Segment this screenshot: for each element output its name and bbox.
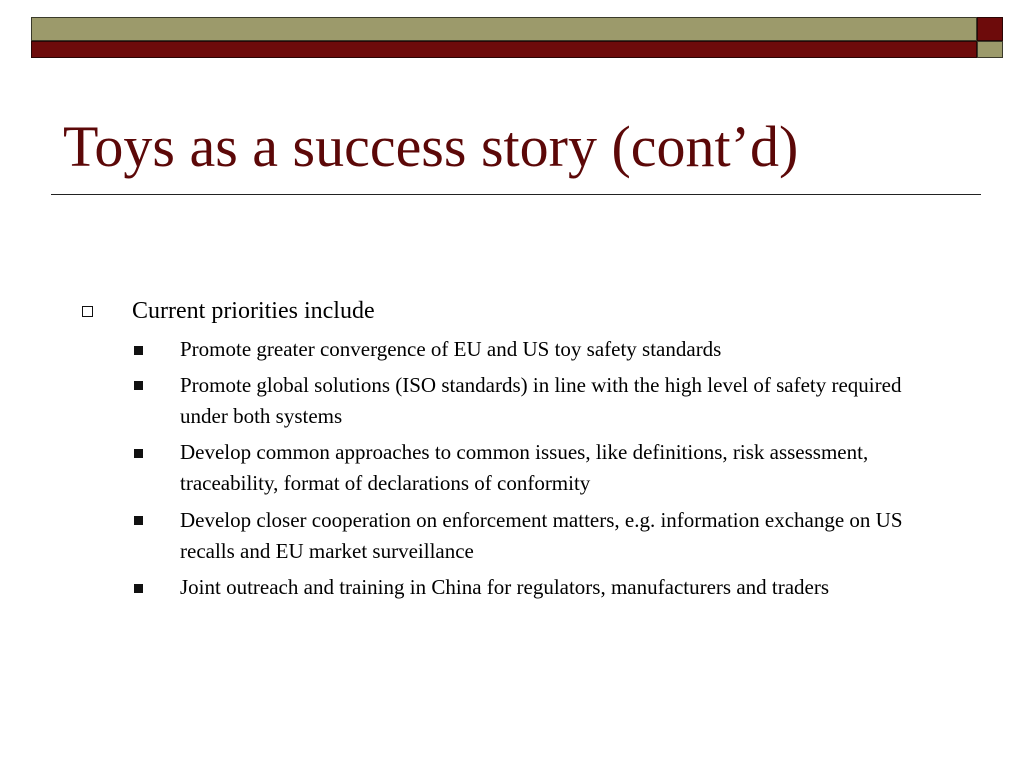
bullet-level2-item: Develop common approaches to common issues, like definitions, risk assessment, traceability, format of declarations of conformity [180,440,869,495]
bullet-level2-item: Joint outreach and training in China for regulators, manufacturers and traders [180,575,830,599]
header-square-olive [977,41,1003,58]
bullet-level2-item: Promote greater convergence of EU and US toy safety standards [180,337,722,361]
filled-square-bullet-icon [134,584,143,593]
header-bar-maroon [31,41,977,58]
filled-square-bullet-icon [134,516,143,525]
slide-title: Toys as a success story (cont’d) [63,114,799,179]
filled-square-bullet-icon [134,381,143,390]
hollow-square-bullet-icon [82,306,93,317]
bullet-level2-item: Develop closer cooperation on enforcement matters, e.g. information exchange on US recalls and EU market surveillance [180,508,903,563]
bullet-level2-item: Promote global solutions (ISO standards) in line with the high level of safety required under both systems [180,373,902,428]
bullet-level1-text: Current priorities include [132,298,375,324]
header-square-maroon [977,17,1003,41]
header-bar-olive [31,17,977,41]
title-underline [51,194,981,195]
filled-square-bullet-icon [134,449,143,458]
filled-square-bullet-icon [134,346,143,355]
